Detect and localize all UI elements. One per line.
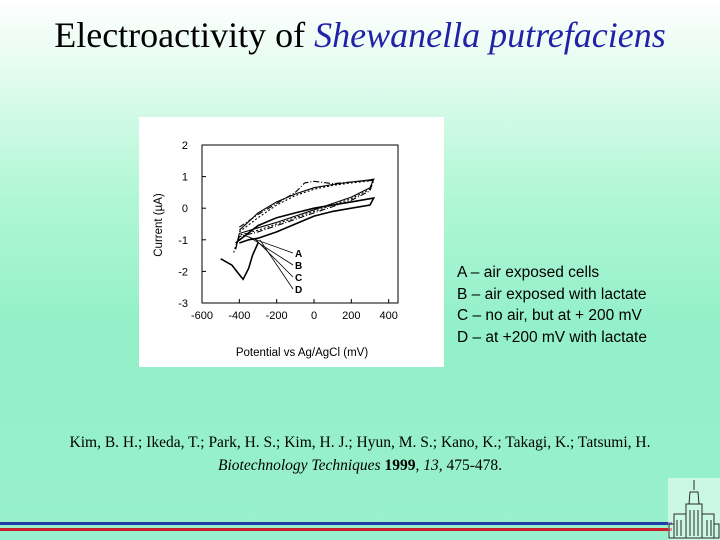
y-tick-label: 2 [181, 140, 188, 152]
citation-pages: , 475-478. [438, 457, 502, 474]
legend-item-d: D – at +200 mV with lactate [457, 328, 647, 346]
series-d-line-extra [221, 243, 258, 279]
x-tick-label: -200 [265, 310, 288, 322]
citation-authors: Kim, B. H.; Ikeda, T.; Park, H. S.; Kim, H. J.; Hyun, M. S.; Kano, K.; Takagi, K.; Tatsumi, H. [69, 434, 651, 451]
y-tick-label: -1 [178, 234, 188, 247]
x-tick-label: 0 [310, 310, 318, 322]
y-tick-label: 1 [181, 171, 188, 184]
cyclic-voltammogram-figure [139, 117, 444, 367]
series-d-line [236, 198, 374, 243]
university-building-logo [668, 478, 720, 540]
footer-rule [0, 522, 672, 534]
series-a-label: A [295, 249, 303, 260]
cyclic-voltammogram-chart [139, 117, 444, 367]
series-b-label: B [295, 261, 303, 272]
series-c-leader [254, 238, 293, 277]
x-tick-label: -400 [228, 310, 251, 322]
legend-item-a: A – air exposed cells [457, 264, 600, 281]
x-axis-label: Potential vs Ag/AgCl (mV) [235, 347, 369, 359]
citation-volume: 13 [423, 457, 439, 474]
series-c-label: C [295, 273, 303, 284]
series-d-label: D [295, 285, 303, 296]
y-tick-label: 0 [181, 203, 188, 216]
y-tick-label: -2 [178, 266, 188, 279]
citation-year: 1999 [384, 457, 416, 474]
y-tick-label: -3 [178, 298, 188, 310]
page-title [0, 14, 720, 56]
title-main: Electroactivity of [54, 15, 315, 55]
footer-line-red [0, 528, 672, 531]
title-species: Shewanella putrefaciens [314, 15, 666, 55]
x-tick-label: 400 [379, 310, 398, 322]
citation-sep: , [415, 457, 424, 474]
citation [0, 431, 720, 477]
footer-line-blue [0, 522, 672, 525]
legend-item-c: C – no air, but at + 200 mV [457, 307, 642, 324]
y-axis-label: Current (µA) [153, 193, 165, 257]
x-tick-label: -600 [190, 310, 214, 322]
legend-item-b: B – air exposed with lactate [457, 285, 647, 303]
x-tick-label: 200 [342, 310, 361, 322]
citation-journal: Biotechnology Techniques [218, 457, 381, 474]
series-legend [457, 262, 647, 348]
citation-reference [0, 454, 720, 477]
